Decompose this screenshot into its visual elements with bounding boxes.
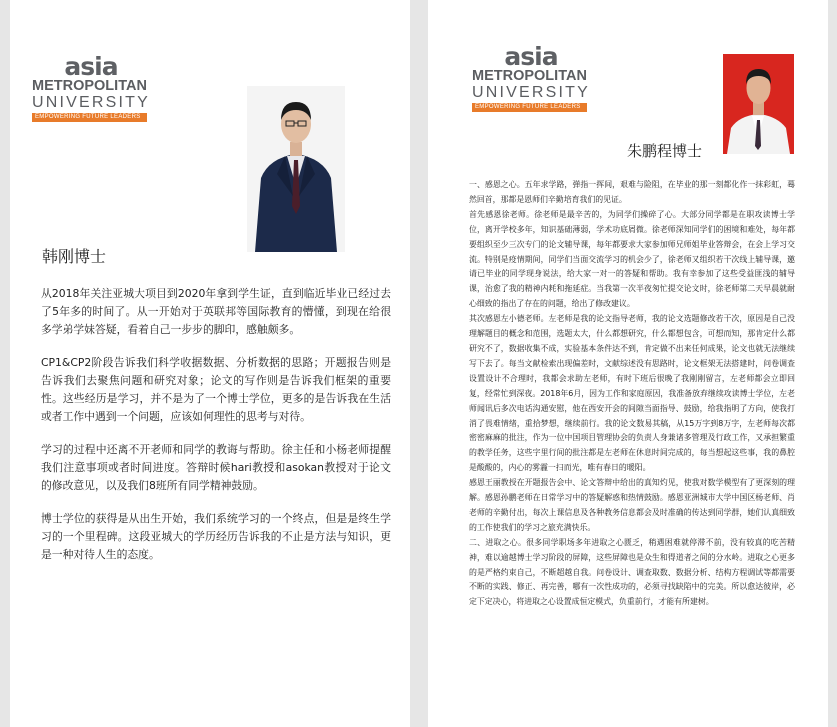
university-logo [32,52,154,122]
paragraph: 从2018年关注亚城大项目到2020年拿到学生证，直到临近毕业已经过去了5年多的时间了。从一开始对于英联邦等国际教育的懵懂，到现在给很多学弟学妹答疑，看着自己一步步的脚印，感触颇多。 [41,287,391,336]
paragraph: 二、进取之心。很多同学职场多年进取之心匮乏，稍遇困难就停滞不前，没有较真的吃苦精神，难以逾越博士学习阶段的屏障，这些屏障也是众生和得道者之间的分水岭。进取之心更多的是严格约束自己，不断超越自我。问卷设计、调查取数、数据分析、结构方程调试等都需要不断的实践、修正、再完善，哪有一次性成功的，必须寻找缺陷中的完美。所以愈达彼岸，必定下定决心，将进取之心设置成恒定模式，负重前行，才能有所建树。 [469,537,795,607]
logo-asia-text: asia [64,52,118,81]
testimonial-body [41,285,391,579]
logo-tagline: EMPOWERING FUTURE LEADERS [32,113,147,122]
logo-university-text: UNIVERSITY [472,84,591,101]
paragraph: 博士学位的获得是从出生开始，我们系统学习的一个终点，但是是终生学习的一个里程碑。这段亚城大的学历经历告诉我的不止是方法与知识，更是一种对待人生的态度。 [41,512,391,561]
logo-tagline: EMPOWERING FUTURE LEADERS [472,103,587,112]
right-page [428,0,828,727]
paragraph: 其次感恩左小德老师。左老师是我的论文指导老师，我的论文选题修改若干次，原因是自己没理解题目的概念和范围，选题太大，什么都想研究，什么都想包含，可想而知，那肯定什么都研究不了，数据收集不成，实验基本条件达不到，肯定做不出来任何成果，论文也就无法继续写下去了。每当文献检索出现偏差时，文献综述没有思路时，论文框架无法搭建时，问卷调查设置设计不合理时，我都会求助左老师，有时下班后很晚了我刚刚留言，左老师都会立即回复，经常忙到深夜。2018年6月，因为工作和家庭原因，我准备放弃继续攻读博士学位，左老师闻讯后多次电话沟通安慰，他在西安开会的间隙当面指导、鼓励，给我指明了方向，使我打消了畏难情绪，重拾梦想，继续前行。我的论文数易其稿，从15万字到8万字，左老师每次都密密麻麻的批注，作为一位中国项目管理协会的负责人身兼诸多管理及行政工作，又承担繁重的教学任务，这些字里行间的批注都是左老师在休息时间完成的，每当想起这些事，我的鼻腔是酸酸的，内心的雾霾一扫而光，唯有春日的暖阳。 [469,314,795,473]
portrait-photo [723,54,794,154]
portrait-photo [247,86,345,252]
logo-metropolitan-text: METROPOLITAN [472,68,587,84]
person-name: 朱鹏程博士 [627,142,703,160]
left-page [10,0,410,727]
logo-metropolitan-text: METROPOLITAN [32,78,147,94]
person-name: 韩刚博士 [42,247,107,266]
university-logo [472,42,594,112]
paragraph: 感恩王丽教授在开题报告会中、论文答辩中给出的真知灼见，使我对数学模型有了更深刻的理解。感恩孙鹏老师在日常学习中的答疑解惑和热情鼓励。感恩亚洲城市大学中国区杨老师、肖老师的辛勤付出，每次上课信息及各种教务信息都会及时准确的传达到同学群，她们认真细致的工作使我们的学习之旅充满快乐。 [469,478,795,532]
paragraph: 一、感恩之心。五年求学路，弹指一挥间，艰难与险阻，在毕业的那一刻都化作一抹彩虹，蓦然回首，那都是恩师们辛勤培育我们的见证。 [469,180,795,204]
logo-asia-text: asia [504,42,558,71]
paragraph: 学习的过程中还离不开老师和同学的教诲与帮助。徐主任和小杨老师提醒我们注意事项或者时间进度。答辩时候hari教授和asokan教授对于论文的修改意见，以及我们8班所有同学精神鼓励。 [41,443,391,492]
testimonial-body [469,178,795,610]
paragraph: CP1&CP2阶段告诉我们科学收据数据、分析数据的思路；开题报告则是告诉我们去聚焦问题和研究对象；论文的写作则是告诉我们框架的重要性。这些经历是学习，并不是为了一个博士学位，更多的是告诉我在生活或者工作中遇到一个问题，应该如何理性的思考与对待。 [41,356,391,423]
logo-university-text: UNIVERSITY [32,94,151,111]
paragraph: 首先感恩徐老师。徐老师是最辛苦的，为同学们操碎了心。大部分同学都是在职攻读博士学位，离开学校多年，知识基础薄弱，学术功底屑微。徐老师深知同学们的困境和难处，每年都要组织至少三次专门的论文辅导课，每年都要求大家参加师兄师姐毕业答辩会，在会上学习交流。特别是疫情期间，同学们当面交流学习的机会少了，徐老师又组织若干次线上辅导课，邀请已毕业的同学现身说法，给大家一对一的答疑和帮助。我有幸参加了这些受益匪浅的辅导课，治愈了我的精神内耗和拖延症。当我第一次半夜匆忙提交论文时，徐老师第二天早晨就耐心细致的指出了存在的问题，给出了修改建议。 [469,209,795,309]
